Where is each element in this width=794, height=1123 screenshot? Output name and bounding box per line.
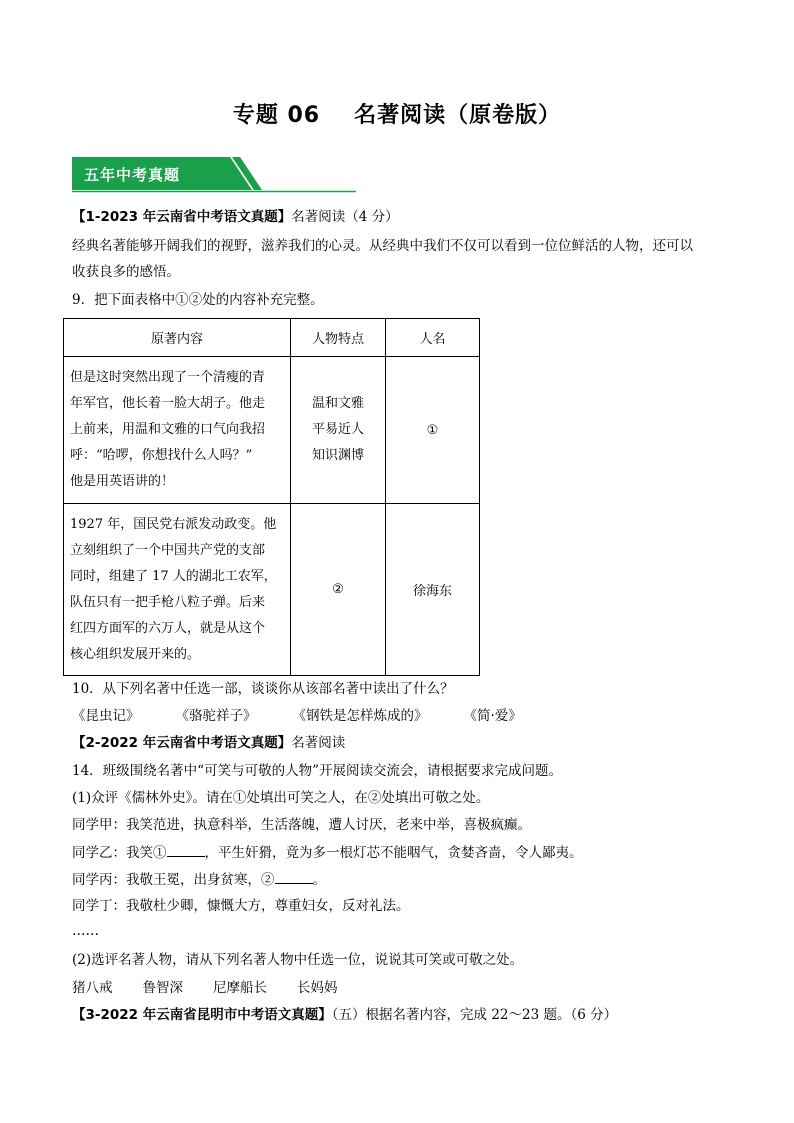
fill-blank-1	[167, 842, 205, 857]
character-item: 猪八戒	[72, 980, 113, 996]
row2-content-line: 同时，组建了 17 人的湖北工农军，	[70, 568, 277, 584]
student-yi-start: 同学乙：我笑①	[72, 845, 167, 861]
row2-content-line: 红四方面军的六万人，就是从这个	[70, 620, 266, 636]
student-yi	[72, 842, 583, 863]
q3-tail: （五）根据名著内容，完成 22～23 题。（6 分）	[331, 1007, 618, 1023]
q3-heading	[72, 1005, 617, 1025]
row2-traits-blank: ②	[291, 504, 386, 676]
student-bing-start: 同学丙：我敬王冕，出身贫寒，②	[72, 872, 275, 888]
q14-text: 14．班级围绕名著中“可笑与可敬的人物”开展阅读交流会，请根据要求完成问题。	[72, 763, 562, 779]
row1-content-line: 呼：“哈啰，你想找什么人吗？”	[70, 448, 253, 463]
fill-blank-2	[275, 869, 313, 884]
book-list	[72, 706, 558, 726]
book-item: 《骆驼祥子》	[175, 708, 257, 724]
student-yi-end: ，平生奸猾，竟为多一根灯芯不能咽气，贪婪吝啬，令人鄙夷。	[204, 845, 583, 861]
q2-heading	[72, 733, 345, 753]
q2-tail: 名著阅读	[291, 735, 346, 751]
row2-content-line: 1927 年，国民党右派发动政变。他	[70, 516, 277, 532]
book-item: 《昆虫记》	[72, 708, 140, 724]
trait-item: 知识渊博	[311, 448, 364, 463]
student-bing	[72, 869, 326, 890]
q2-source: 【2-2022 年云南省中考语文真题】	[72, 735, 292, 751]
q1-source: 【1-2023 年云南省中考语文真题】	[72, 209, 292, 225]
book-item: 《钢铁是怎样炼成的》	[292, 708, 428, 724]
student-ding: 同学丁：我敬杜少卿，慷慨大方，尊重妇女，反对礼法。	[72, 898, 410, 914]
character-item: 鲁智深	[142, 980, 183, 996]
row1-name-blank: ①	[386, 357, 480, 504]
trait-item: 平易近人	[311, 422, 364, 437]
ellipsis: ……	[72, 923, 99, 939]
table-header-row	[64, 319, 480, 357]
header-name: 人名	[386, 319, 480, 357]
character-item: 尼摩船长	[213, 980, 267, 996]
row1-content-line: 上前来，用温和文雅的口气向我招	[70, 422, 266, 437]
title-subject: 名著阅读（原卷版）	[354, 103, 562, 128]
row1-traits	[291, 357, 386, 504]
row1-content-line: 年军官，他长着一脸大胡子。他走	[70, 396, 266, 411]
student-bing-end: 。	[312, 872, 326, 888]
character-item: 长妈妈	[297, 980, 338, 996]
q1-intro-line2: 收获良多的感悟。	[72, 264, 180, 280]
row1-content-line: 但是这时突然出现了一个清瘦的青	[70, 370, 266, 385]
trait-item: 温和文雅	[311, 396, 364, 411]
row1-content	[64, 357, 291, 504]
header-traits: 人物特点	[291, 319, 386, 357]
q9-text: 9．把下面表格中①②处的内容补充完整。	[72, 292, 324, 308]
page-title	[0, 98, 794, 129]
table-row	[64, 357, 480, 504]
row2-content-line: 立刻组织了一个中国共产党的支部	[70, 542, 266, 558]
q10-text: 10．从下列名著中任选一部，谈谈你从该部名著中读出了什么？	[72, 681, 454, 697]
row2-content-line: 核心组织发展开来的。	[70, 646, 201, 662]
q14-sub2: (2)选评名著人物，请从下列名著人物中任选一位，说说其可笑或可敬之处。	[72, 952, 524, 968]
title-topic: 专题 06	[232, 103, 321, 128]
book-item: 《简·爱》	[463, 708, 522, 724]
q1-heading	[72, 207, 399, 227]
row2-content-line: 队伍只有一把手枪八粒子弹。后来	[70, 594, 266, 610]
q1-intro-line1: 经典名著能够开阔我们的视野，滋养我们的心灵。从经典中我们不仅可以看到一位位鲜活的人物，还可以	[72, 238, 693, 254]
question-table	[63, 318, 480, 676]
table-row	[64, 504, 480, 676]
row1-content-line: 他是用英语讲的！	[70, 474, 175, 489]
q1-tail: 名著阅读（4 分）	[291, 209, 399, 225]
student-jia: 同学甲：我笑范进，执意科举，生活落魄，遭人讨厌，老来中举，喜极疯癫。	[72, 817, 531, 833]
section-banner-label: 五年中考真题	[84, 166, 181, 184]
q14-sub1: (1)众评《儒林外史》。请在①处填出可笑之人，在②处填出可敬之处。	[72, 790, 490, 806]
row2-content	[64, 504, 291, 676]
character-list	[72, 978, 368, 998]
row2-name: 徐海东	[386, 504, 480, 676]
header-content: 原著内容	[64, 319, 291, 357]
q3-source: 【3-2022 年云南省昆明市中考语文真题】	[72, 1007, 332, 1023]
